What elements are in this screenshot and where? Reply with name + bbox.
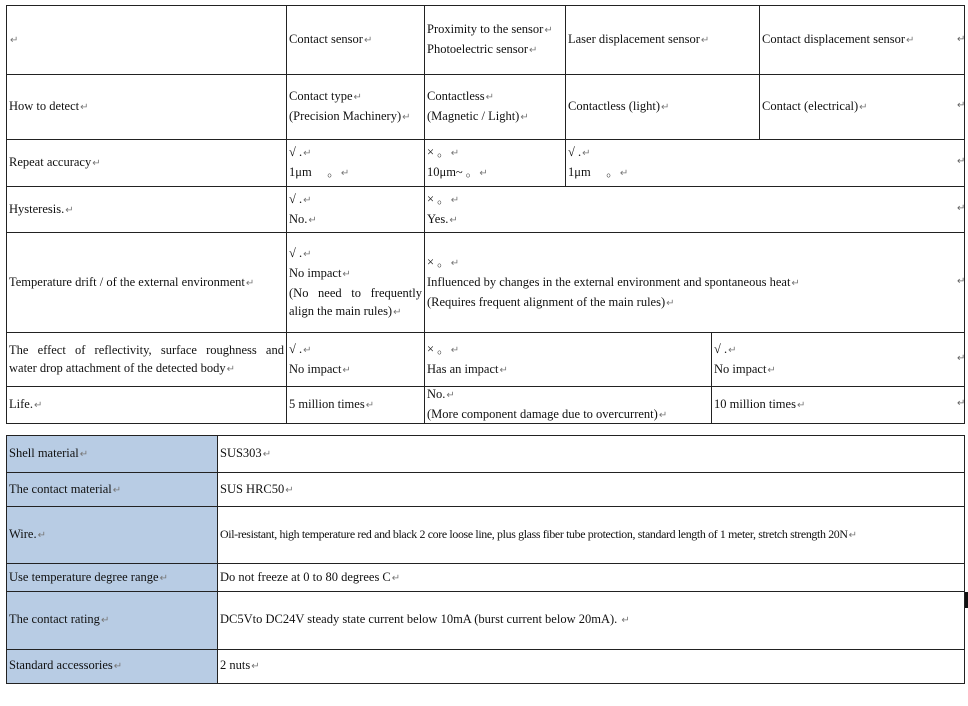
spec-label: Wire.↵ [7, 507, 218, 564]
temperature-contact-cell: √ .↵ No impact↵ (No need to frequently align the main rules)↵ [289, 245, 422, 318]
spec-value: Oil-resistant, high temperature red and black 2 core loose line, plus glass fiber tube protection, standard length of 1 meter, stretch strength 20N↵ [218, 507, 965, 564]
repeat-proximity-cell: × 。↵ 10μm~ 。↵ [427, 145, 488, 179]
reflectivity-middle-cell: × 。↵ Has an impact↵ [427, 341, 508, 376]
detect-contact-displacement-cell: Contact (electrical)↵ [762, 99, 868, 113]
row-end-mark: ↵ [957, 398, 966, 409]
reflectivity-contact-cell: √ .↵ No impact↵ [289, 341, 351, 376]
spec-value: SUS303↵ [218, 436, 965, 473]
life-right-cell: 10 million times↵ [714, 397, 806, 411]
spec-value: SUS HRC50↵ [218, 473, 965, 507]
spec-row [7, 507, 965, 564]
header-proximity-sensor: Proximity to the sensor↵ Photoelectric sensor↵ [427, 22, 553, 56]
repeat-contact-cell: √ .↵ 1μm 。↵ [289, 145, 350, 179]
cross-mark: × 。 [427, 145, 450, 159]
spec-label: Use temperature degree range↵ [7, 564, 218, 591]
row-label-reflectivity: The effect of reflectivity, surface roughness and water drop attachment of the detected body↵ [9, 342, 284, 375]
row-end-mark: ↵ [957, 276, 966, 287]
header-laser-sensor: Laser displacement sensor↵ [568, 32, 710, 46]
temperature-other-cell: × 。↵ Influenced by changes in the external environment and spontaneous heat↵ (Requires frequent alignment of the main rules)↵ [427, 254, 800, 309]
cross-mark: × 。 [427, 254, 450, 269]
check-mark: √ . [289, 145, 303, 159]
row-end-mark: ↵ [957, 156, 966, 167]
hysteresis-other-cell: × 。↵ Yes.↵ [427, 191, 460, 226]
repeat-laser-cell: √ .↵ 1μm 。↵ [568, 145, 629, 179]
spec-row [7, 591, 965, 649]
spec-row [7, 649, 965, 683]
cross-mark: × 。 [427, 191, 450, 206]
paragraph-mark: ↵ [10, 35, 19, 46]
row-label-hysteresis: Hysteresis.↵ [9, 201, 74, 216]
spec-value: DC5Vto DC24V steady state current below 10mA (burst current below 20mA). ↵ [218, 591, 965, 649]
spec-label: Shell material↵ [7, 436, 218, 473]
row-label-life: Life.↵ [9, 397, 43, 411]
header-contact-displacement-sensor: Contact displacement sensor↵ [762, 32, 915, 46]
spec-value: Do not freeze at 0 to 80 degrees C↵ [218, 564, 965, 591]
row-label-how-to-detect: How to detect↵ [9, 99, 89, 113]
check-mark: √ . [289, 245, 303, 260]
cross-mark: × 。 [427, 341, 450, 356]
check-mark: √ . [289, 191, 303, 206]
life-middle-cell: No.↵ (More component damage due to overcurrent)↵ [427, 387, 668, 421]
row-label-repeat-accuracy: Repeat accuracy↵ [9, 155, 101, 169]
row-end-mark: ↵ [957, 100, 966, 111]
spec-row [7, 564, 965, 591]
specifications-table [6, 435, 965, 684]
spec-label: The contact material↵ [7, 473, 218, 507]
spec-label: Standard accessories↵ [7, 649, 218, 683]
detect-contact-cell: Contact type↵ (Precision Machinery)↵ [289, 89, 411, 123]
spec-value: 2 nuts↵ [218, 649, 965, 683]
header-corner-cell [7, 6, 286, 74]
spec-row [7, 473, 965, 507]
check-mark: √ . [289, 341, 303, 356]
reflectivity-right-cell: √ .↵ No impact↵ [714, 341, 776, 376]
row-end-mark: ↵ [957, 353, 966, 364]
row-end-mark: ↵ [957, 34, 966, 45]
detect-proximity-cell: Contactless↵ (Magnetic / Light)↵ [427, 89, 529, 123]
check-mark: √ . [568, 145, 582, 159]
header-contact-sensor: Contact sensor↵ [289, 32, 373, 46]
life-contact-cell: 5 million times↵ [289, 397, 375, 411]
detect-laser-cell: Contactless (light)↵ [568, 99, 670, 113]
spec-row [7, 436, 965, 473]
spec-label: The contact rating↵ [7, 591, 218, 649]
row-end-mark: ↵ [957, 203, 966, 214]
hysteresis-contact-cell: √ .↵ No.↵ [289, 191, 317, 226]
row-label-temperature-drift: Temperature drift / of the external environment↵ [9, 274, 255, 289]
check-mark: √ . [714, 341, 728, 356]
